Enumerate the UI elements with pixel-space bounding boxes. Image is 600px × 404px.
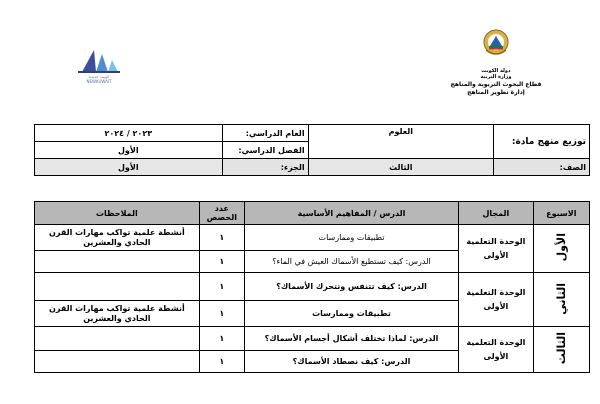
part-value: الأول: [35, 159, 223, 176]
lesson-cell: الدرس: كيف تتنفس وتتحرك الأسماك؟: [244, 273, 458, 301]
curriculum-plan-table: [34, 201, 590, 373]
new-kuwait-arabic: كويت جديدة: [88, 74, 110, 79]
ministry-line-3: قطاع البحوث التربوية والمناهج: [450, 81, 542, 88]
lesson-cell: الدرس: لماذا تختلف أشكال أجسام الأسماك؟: [244, 327, 458, 351]
sail-icon: [74, 46, 124, 74]
ministry-line-1: دولة الكويت: [481, 68, 511, 74]
header-count: [199, 202, 244, 225]
domain-line1: الوحدة التعلمية: [466, 287, 526, 297]
domain-cell: [459, 225, 533, 273]
notes-cell: أنشطة علمية تواكب مهارات القرن الحادي والعشرين: [35, 301, 200, 327]
header-domain: المجال: [459, 202, 533, 225]
header-count-line2: الحصص: [206, 213, 237, 222]
ministry-line-4: إدارة تطوير المناهج: [467, 89, 525, 96]
domain-line2: الأولى: [483, 301, 509, 311]
notes-cell: [35, 351, 200, 373]
subject-value: العلوم: [308, 125, 494, 159]
domain-cell: [459, 273, 533, 327]
term-value: الأول: [35, 142, 223, 159]
header-count-line1: عدد: [214, 204, 229, 213]
week-name: الأول: [554, 233, 568, 262]
subject-info-table: [34, 124, 590, 176]
table-row: [35, 225, 590, 251]
count-cell: ١: [199, 301, 244, 327]
week-cell: [533, 273, 589, 327]
domain-cell: [459, 327, 533, 373]
week-name: الثاني: [554, 282, 568, 315]
part-label: الجزء:: [222, 159, 308, 176]
table-row: [35, 273, 590, 301]
count-cell: ١: [199, 351, 244, 373]
notes-cell: [35, 273, 200, 301]
domain-line1: الوحدة التعلمية: [466, 337, 526, 347]
distribution-label: توزيع منهج مادة:: [494, 125, 590, 159]
grade-label: الصف:: [494, 159, 590, 176]
table-row: [35, 327, 590, 351]
header-notes: الملاحظات: [35, 202, 200, 225]
count-cell: ١: [199, 273, 244, 301]
ministry-line-2: وزارة التربية: [480, 74, 512, 80]
kuwait-emblem-icon: [482, 28, 510, 58]
year-label: العام الدراسي:: [222, 125, 308, 142]
count-cell: ١: [199, 251, 244, 273]
lesson-cell: تطبيقات وممارسات: [244, 225, 458, 251]
domain-line2: الأولى: [483, 351, 509, 361]
lesson-cell: تطبيقات وممارسات: [244, 301, 458, 327]
week-cell: [533, 225, 589, 273]
count-cell: ١: [199, 327, 244, 351]
notes-cell: أنشطة علمية تواكب مهارات القرن الحادي والعشرين: [35, 225, 200, 251]
lesson-cell: الدرس: كيف تستطيع الأسماك العيش في الماء؟: [244, 251, 458, 273]
year-value: ٢٠٢٣ / ٢٠٢٤: [35, 125, 223, 142]
term-label: الفصل الدراسي:: [222, 142, 308, 159]
grade-value: الثالث: [308, 159, 494, 176]
domain-line1: الوحدة التعلمية: [466, 236, 526, 246]
new-kuwait-latin: NEWKUWAIT: [86, 79, 112, 84]
header-lesson: الدرس / المفاهيم الأساسية: [244, 202, 458, 225]
notes-cell: [35, 251, 200, 273]
ministry-header: [448, 28, 544, 108]
new-kuwait-logo: [74, 46, 124, 84]
lesson-cell: الدرس: كيف نصطاد الأسماك؟: [244, 351, 458, 373]
header-week: الاسبوع: [533, 202, 589, 225]
domain-line2: الأولى: [483, 250, 509, 260]
count-cell: ١: [199, 225, 244, 251]
notes-cell: [35, 327, 200, 351]
week-name: الثالث: [554, 332, 568, 365]
week-cell: [533, 327, 589, 373]
